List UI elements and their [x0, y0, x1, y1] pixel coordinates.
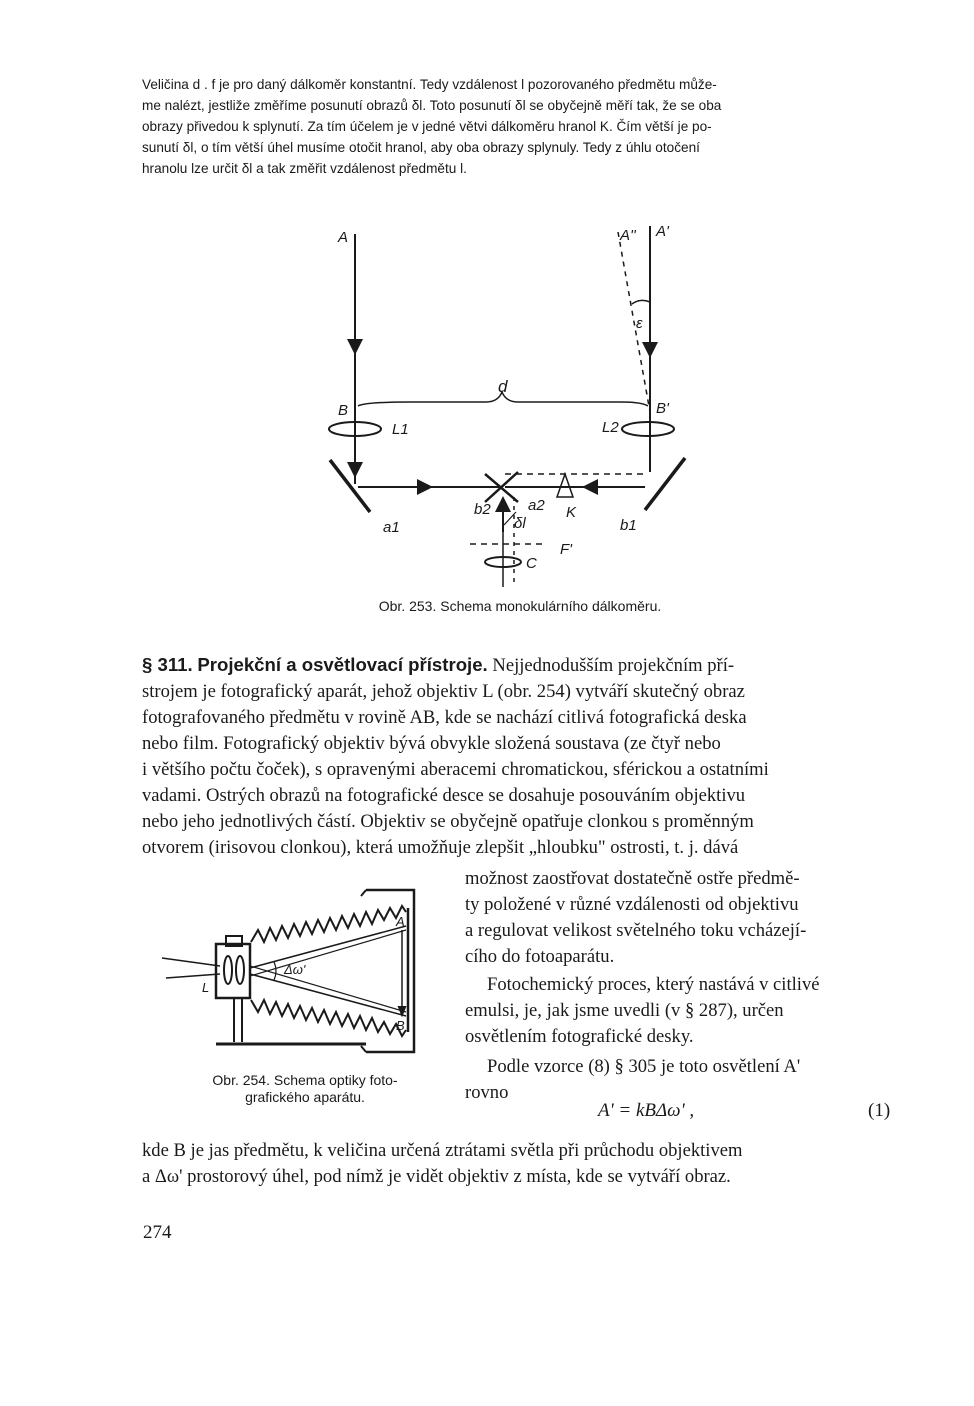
- section-title: Projekční a osvětlovací přístroje.: [197, 654, 488, 675]
- label-K: K: [566, 504, 577, 521]
- body-line: nebo film. Fotografický objektiv bývá obvykle složená soustava (ze čtyř nebo: [142, 733, 721, 754]
- body-line: vadami. Ostrých obrazů na fotografické desce se dosahuje posouváním objektivu: [142, 785, 746, 806]
- figure-254-diagram: [156, 882, 446, 1062]
- body-line: cího do fotoaparátu.: [465, 946, 615, 967]
- label-b1: b1: [620, 517, 637, 534]
- figure-254-caption-line: Obr. 254. Schema optiky foto-: [212, 1072, 398, 1088]
- equation: [598, 1100, 694, 1122]
- equation-number: (1): [868, 1100, 891, 1121]
- body-line: Fotochemický proces, který nastává v citlivé: [487, 974, 820, 995]
- intro-line: me nalézt, jestliže změříme posunutí obrazů δl. Toto posunutí δl se obyčejně měří tak, že se oba: [142, 98, 722, 113]
- fig254-label-B: B: [396, 1018, 405, 1033]
- section-body: [142, 652, 894, 861]
- body-line: otvorem (irisovou clonkou), která umožňuje zlepšit „hloubku" ostrosti, t. j. dává: [142, 837, 739, 858]
- label-A: A: [338, 229, 349, 246]
- intro-line: hranolu lze určit δl a tak změřit vzdálenost předmětu l.: [142, 161, 467, 176]
- label-a1: a1: [383, 519, 400, 536]
- body-line: kde B je jas předmětu, k veličina určená ztrátami světla při průchodu objektivem: [142, 1140, 743, 1161]
- label-B-prime: B': [656, 400, 669, 417]
- label-L2: L2: [602, 419, 619, 436]
- body-line: nebo jeho jednotlivých částí. Objektiv se obyčejně opatřuje clonkou s proměnným: [142, 811, 754, 832]
- fig254-label-omega: Δω': [284, 962, 306, 977]
- intro-line: Veličina d . f je pro daný dálkoměr konstantní. Tedy vzdálenost l pozorovaného předmětu může-: [142, 77, 717, 92]
- body-line: a regulovat velikost světelného toku vcházejí-: [465, 920, 807, 941]
- label-F-prime: F': [560, 541, 573, 558]
- body-line: ty položené v různé vzdálenosti od objektivu: [465, 894, 799, 915]
- fig254-label-A: A: [396, 914, 405, 929]
- body-line: rovno: [465, 1082, 509, 1103]
- figure-254-caption-line: grafického aparátu.: [245, 1089, 365, 1105]
- label-A-double-prime: A'': [620, 227, 636, 244]
- fig254-label-L: L: [202, 980, 210, 995]
- section-first-line: [142, 652, 894, 679]
- outro-paragraph: [142, 1138, 894, 1190]
- label-delta-l: δl: [514, 515, 526, 532]
- label-b2: b2: [474, 501, 491, 518]
- body-line: osvětlením fotografické desky.: [465, 1026, 694, 1047]
- page-number: 274: [143, 1222, 172, 1243]
- section-number: § 311.: [142, 654, 193, 675]
- label-d: d: [498, 377, 508, 396]
- figure-254-caption: [175, 1072, 435, 1106]
- equation-text: A' = kBΔω' ,: [598, 1100, 695, 1121]
- intro-line: sunutí δl, o tím větší úhel musíme otočit hranol, aby oba obrazy splynuly. Tedy z úhlu otočení: [142, 140, 700, 155]
- body-line: Podle vzorce (8) § 305 je toto osvětlení A': [487, 1056, 801, 1077]
- label-C: C: [526, 555, 537, 572]
- body-line: a Δω' prostorový úhel, pod nímž je vidět objektiv z místa, kde se vytváří obraz.: [142, 1166, 731, 1187]
- label-a2: a2: [528, 497, 545, 514]
- body-line: emulsi, je, jak jsme uvedli (v § 287), určen: [465, 1000, 784, 1021]
- body-line: Nejjednodušším projekčním pří-: [492, 655, 735, 676]
- label-B: B: [338, 402, 349, 419]
- body-line: fotografovaného předmětu v rovině AB, kde se nachází citlivá fotografická deska: [142, 707, 747, 728]
- label-L1: L1: [392, 421, 409, 438]
- body-line: strojem je fotografický aparát, jehož objektiv L (obr. 254) vytváří skutečný obraz: [142, 681, 745, 702]
- intro-paragraph: [142, 74, 894, 179]
- right-column-text: [465, 866, 895, 1106]
- figure-253-caption: Obr. 253. Schema monokulárního dálkoměru.: [378, 598, 662, 614]
- label-A-prime: A': [656, 223, 669, 240]
- label-epsilon: ε: [636, 315, 643, 332]
- body-line: možnost zaostřovat dostatečně ostře předmě-: [465, 868, 800, 889]
- intro-line: obrazy přivedou k splynutí. Za tím účelem je v jedné větvi dálkoměru hranol K. Čím větší je po-: [142, 119, 712, 134]
- body-line: i většího počtu čoček), s opravenými aberacemi chromatickou, sférickou a ostatními: [142, 759, 769, 780]
- lens-l2: [622, 422, 674, 436]
- figure-253-diagram: [290, 212, 710, 602]
